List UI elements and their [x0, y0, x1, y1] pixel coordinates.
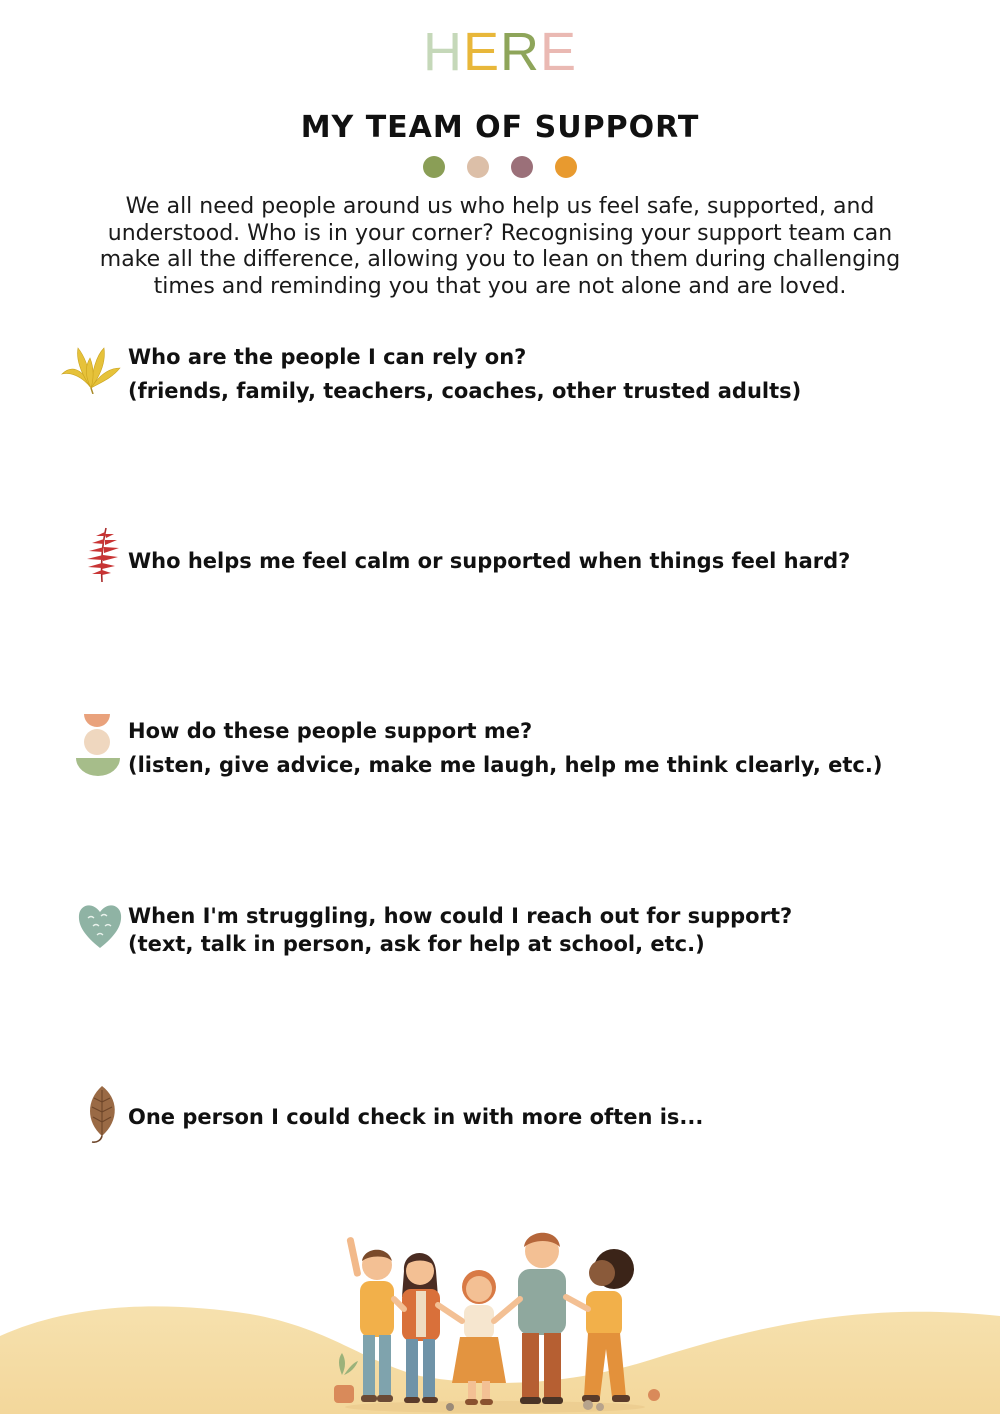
decorative-dots: [0, 156, 1000, 178]
stacked-shapes-icon: [74, 712, 122, 778]
red-fern-icon: [80, 526, 122, 584]
question-5: [128, 1100, 958, 1134]
logo-letter-e: E: [462, 22, 500, 82]
dot-mauve: [511, 156, 533, 178]
question-1-line1: Who are the people I can rely on?: [128, 345, 527, 369]
question-2: [128, 544, 958, 578]
question-4: [128, 902, 958, 958]
green-heart-icon: [77, 900, 123, 950]
question-5-line1: One person I could check in with more often is...: [128, 1105, 704, 1129]
intro-paragraph: We all need people around us who help us feel safe, supported, and understood. Who is in your corner? Recognising your support team can make all the difference, allowing you to lean on them during challenging times and reminding you that you are not alone and are loved.: [99, 194, 901, 299]
logo-letter-e2: E: [540, 22, 578, 82]
group-of-people-holding-hands-illustration: [330, 1225, 660, 1414]
page-title: MY TEAM OF SUPPORT: [300, 110, 700, 145]
question-3-line2: (listen, give advice, make me laugh, help me think clearly, etc.): [128, 753, 883, 777]
logo: [0, 22, 1000, 82]
dot-green: [423, 156, 445, 178]
question-2-line1: Who helps me feel calm or supported when things feel hard?: [128, 549, 851, 573]
logo-letter-r: R: [500, 22, 540, 82]
brown-leaf-icon: [80, 1084, 124, 1146]
question-1: [128, 340, 958, 408]
dot-beige: [467, 156, 489, 178]
question-1-line2: (friends, family, teachers, coaches, other trusted adults): [128, 379, 802, 403]
logo-letter-h: H: [422, 22, 463, 82]
question-4-line2: (text, talk in person, ask for help at school, etc.): [128, 932, 705, 956]
dot-orange: [555, 156, 577, 178]
yellow-leaf-icon: [60, 344, 122, 394]
question-3-line1: How do these people support me?: [128, 719, 533, 743]
question-3: [128, 714, 958, 782]
question-4-line1: When I'm struggling, how could I reach out for support?: [128, 904, 793, 928]
